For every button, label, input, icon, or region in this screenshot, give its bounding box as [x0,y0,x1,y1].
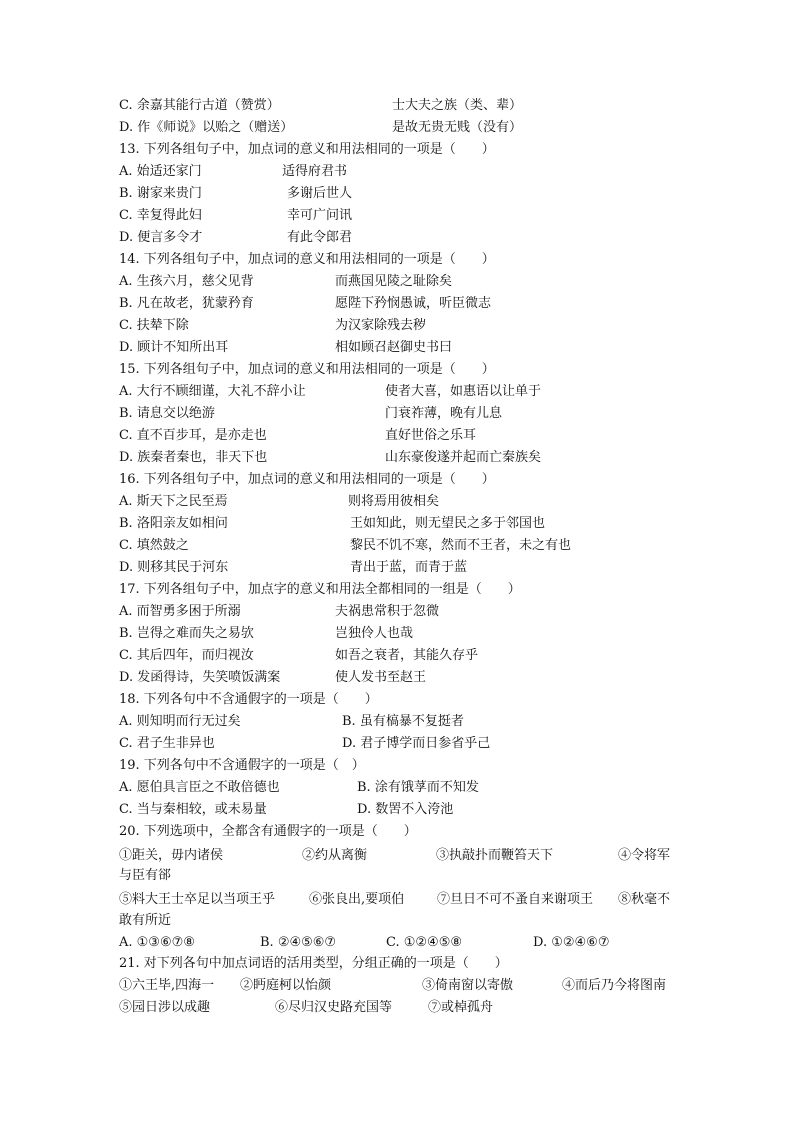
option-right: 黎民不饥不寒，然而不王者，未之有也 [350,538,572,553]
option-right: 青出于蓝，而青于蓝 [350,560,468,575]
option-left: B. 洛阳亲友如相问 [119,516,228,531]
q20-option-item: A. ①③⑥⑦⑧ [119,935,195,950]
option-right: 夫祸患常积于忽微 [335,604,440,619]
option-left: C. 直不百步耳，是亦走也 [119,428,267,443]
question-stem: 19. 下列各句中不含通假字的一项是（ ） [119,758,365,773]
option-left: A. 而智勇多困于所溺 [119,604,241,619]
option-left: C. 君子生非异也 [119,736,215,751]
option-right: 幸可广问讯 [287,208,353,223]
q20-row2-item: ⑥张良出,要项伯 [309,892,405,907]
option-left: D. 便言多令才 [119,230,203,245]
option-left: A. 大行不顾细谨，大礼不辞小让 [119,384,306,399]
q20-row1-item: ①距关，毋内诸侯 [119,848,224,863]
option-right: 而燕国见陵之耻除矣 [335,274,453,289]
question-stem: 18. 下列各句中不含通假字的一项是（ ） [119,692,378,707]
q21-row2-item: ⑥尽归汉史路充国等 [275,1000,393,1015]
q21-row1-item: ③倚南窗以寄傲 [422,978,514,993]
q21-question-stem: 21. 对下列各句中加点词语的活用类型，分组正确的一项是（ ） [119,956,508,971]
option-right: 直好世俗之乐耳 [385,428,477,443]
question-stem: 13. 下列各组句子中，加点词的意义和用法相同的一项是（ ） [119,142,495,157]
option-left: A. 则知明而行无过矣 [119,714,241,729]
q21-row1-item: ④而后乃今将图南 [562,978,667,993]
option-right: 使者大喜，如惠语以让单于 [385,384,542,399]
option-left: A. 斯天下之民至焉 [119,494,228,509]
question-stem: 20. 下列选项中，全都含有通假字的一项是（ ） [119,824,417,839]
option-left: A. 愿伯具言臣之不敢倍德也 [119,780,280,795]
option-right: 有此令郎君 [287,230,353,245]
option-right: 士大夫之族（类、辈） [392,98,523,113]
q21-row2-item: ⑤园日涉以成趣 [119,1000,211,1015]
question-stem: 15. 下列各组句子中，加点词的意义和用法相同的一项是（ ） [119,362,495,377]
q21-row2-item: ⑦或棹孤舟 [428,1000,494,1015]
q20-row2-continuation: 敢有所近 [119,913,172,928]
option-left: C. 扶辇下除 [119,318,189,333]
option-right: 山东豪俊遂并起而亡秦族矣 [385,450,542,465]
option-right: 为汉家除残去秽 [335,318,427,333]
option-right: D. 君子博学而日参省乎己 [342,736,491,751]
option-right: 岂独伶人也哉 [335,626,414,641]
question-stem: 17. 下列各组句子中，加点字的意义和用法全都相同的一组是（ ） [119,582,521,597]
option-right: 适得府君书 [282,164,348,179]
question-stem: 16. 下列各组句子中，加点词的意义和用法相同的一项是（ ） [119,472,495,487]
option-right: D. 数罟不入洿池 [357,802,454,817]
option-left: D. 族秦者秦也，非天下也 [119,450,268,465]
option-left: D. 顾计不知所出耳 [119,340,229,355]
q20-option-item: B. ②④⑤⑥⑦ [260,935,337,950]
q20-row1-item: ④令将军 [618,848,671,863]
option-left: D. 发函得诗，失笑喷饭满案 [119,670,281,685]
option-right: 门衰祚薄，晚有儿息 [385,406,503,421]
option-right: 是故无贵无贱（没有） [392,120,523,135]
q21-row1-item: ①六王毕,四海一 [119,978,215,993]
option-right: B. 虽有槁暴不复挺者 [342,714,464,729]
q20-row1-continuation: 与臣有郤 [119,868,172,883]
q20-row2-item: ⑧秋毫不 [618,892,671,907]
option-right: 则将焉用彼相矣 [348,494,440,509]
option-right: 如吾之衰者，其能久存乎 [335,648,479,663]
option-right: 愿陛下矜悯愚诚，听臣微志 [335,296,492,311]
option-left: D. 作《师说》以贻之（赠送） [119,120,294,135]
q20-row1-item: ③执敲扑而鞭笞天下 [436,848,554,863]
option-right: B. 涂有饿莩而不知发 [357,780,479,795]
q21-row1-item: ②眄庭柯以怡颜 [240,978,332,993]
option-right: 多谢后世人 [287,186,353,201]
option-right: 相如顾召赵御史书曰 [335,340,453,355]
option-left: B. 岂得之难而失之易欤 [119,626,254,641]
q20-row1-item: ②约从离衡 [302,848,368,863]
option-left: C. 其后四年，而归视汝 [119,648,254,663]
q20-option-item: C. ①②④⑤⑧ [386,935,463,950]
q20-option-item: D. ①②④⑥⑦ [533,935,610,950]
option-left: C. 当与秦相较，或未易量 [119,802,267,817]
option-right: 使人发书至赵王 [335,670,427,685]
option-left: A. 生孩六月，慈父见背 [119,274,254,289]
q20-row2-item: ⑦旦日不可不蚤自来谢项王 [437,892,594,907]
question-stem: 14. 下列各组句子中，加点词的意义和用法相同的一项是（ ） [119,252,495,267]
option-left: C. 填然鼓之 [119,538,189,553]
option-left: C. 余嘉其能行古道（赞赏） [119,98,280,113]
option-left: B. 凡在故老，犹蒙矜育 [119,296,254,311]
option-left: A. 始适还家门 [119,164,202,179]
option-left: B. 谢家来贵门 [119,186,202,201]
q20-row2-item: ⑤料大王士卒足以当项王乎 [119,892,276,907]
option-right: 王如知此，则无望民之多于邻国也 [350,516,546,531]
option-left: C. 幸复得此妇 [119,208,202,223]
option-left: B. 请息交以绝游 [119,406,215,421]
option-left: D. 则移其民于河东 [119,560,229,575]
